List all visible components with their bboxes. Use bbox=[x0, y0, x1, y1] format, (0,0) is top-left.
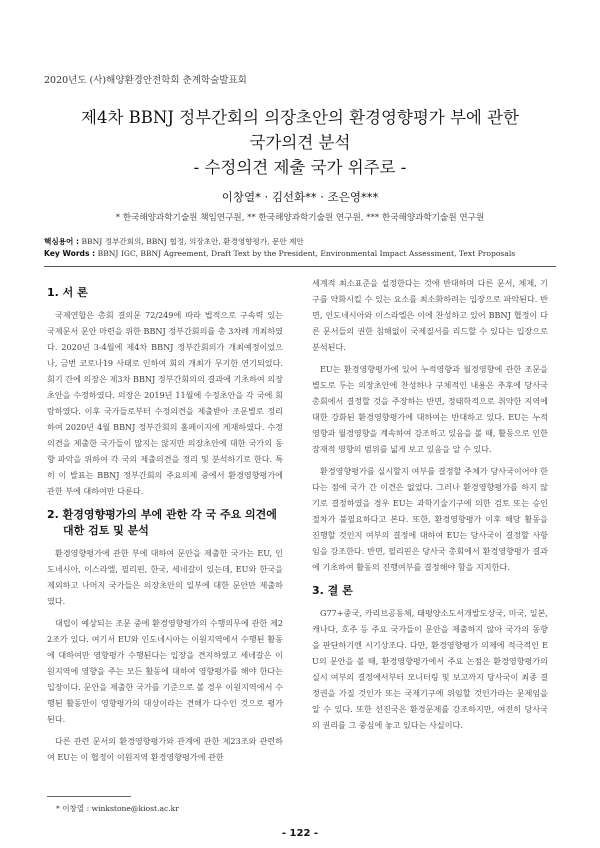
paragraph: 국제연합은 총회 결의문 72/249에 따라 법적으로 구속력 있는 국제문서 문안 마련을 위한 BBNJ 정부간회의를 총 3차례 개최하였다. 2020년 3-4월에 제4차 BBNJ 정부간회의가 개최예정이었으나, 금번 코로나19 사태로 인하여 회의 개최가 무기한 연기되었다. 회기 간에 의장은 제3차 BBNJ 정부간회의의 결과에 기초하여 의장초안을 수정하였다. 의장은 2019년 11월에 수정초안을 각 국에 회람하였다. 이후 국가들로부터 수정의견을 제출받아 조문별로 정리하여 2020년 4월 BBNJ 정부간회의 홈페이지에 게재하였다. 수정의견을 제출한 국가들이 많지는 않지만 의장초안에 대한 국가의 동향 파악을 위하여 각 국의 제출의견을 정리 및 분석하기로 한다. 특히 이 발표는 BBNJ 정부간회의 주요의제 중에서 환경영향평가에 관한 부에 대하여만 다룬다. bbox=[47, 310, 283, 496]
paragraph: EU는 환경영향평가에 있어 누적영향과 월경영향에 관한 조문을 별도로 두는 의장초안에 찬성하나 구체적인 내용은 추후에 당사국 총회에서 결정할 것을 주장하는 반면, 정태학적으로 취약한 지역에 대한 강화된 환경영향평가에 대하여는 반대하고 있다. EU는 누적영향과 월경영향을 계속하여 강조하고 있음을 볼 때, 활동으로 인한 잠재적 영향의 범위를 넓게 보고 있음을 알 수 있다. bbox=[312, 364, 548, 454]
footnote: * 이창열 : winkstone@kiost.ac.kr bbox=[56, 804, 179, 813]
paragraph: 환경영향평가에 관한 부에 대하여 문안을 제출한 국가는 EU, 인도네시아, 이스라엘, 필리핀, 한국, 세네갈이 있는데, EU와 한국을 제외하고 나머지 국가들은 의장초안의 일부에 대한 문안만 제출하였다. bbox=[47, 548, 283, 606]
keywords-korean-text: BBNJ 정부간회의, BBNJ 협정, 의장초안, 환경영향평가, 문안 제안 bbox=[81, 237, 304, 246]
paper-title-line-1: 제4차 BBNJ 정부간회의 의장초안의 환경영향평가 부에 관한 bbox=[81, 108, 519, 127]
affiliations: * 한국해양과학기술원 책임연구원, ** 한국해양과학기술원 연구원, *** 한국해양과학기술원 연구원 bbox=[115, 213, 485, 223]
keywords-korean bbox=[44, 236, 304, 247]
header-divider bbox=[44, 266, 556, 267]
section-heading-review bbox=[47, 507, 283, 539]
paragraph: G77+중국, 카리브공동체, 태평양소도서개발도상국, 미국, 일본, 캐나다, 호주 등 주요 국가들이 문안을 제출하지 않아 국가의 동향을 판단하기엔 시기상조다. 다만, 환경영향평가 의제에 적극적인 EU의 문안을 볼 때, 환경영향평가에서 주요 논점은 환경영향평가의 실시 여부의 결정에서부터 모니터링 및 보고까지 당사국이 최종 결정권을 가질 것인가 또는 국제기구에 위임할 것인가라는 문제임을 알 수 있다. 또한 선진국은 환경문제를 강조하지만, 여전히 당사국의 권리를 그 중심에 놓고 있다는 사실이다. bbox=[312, 608, 548, 730]
footnote-divider bbox=[47, 796, 131, 797]
keywords-korean-label: 핵심용어 : bbox=[44, 237, 80, 246]
author-list: 이창열* · 김선화** · 조은영*** bbox=[221, 190, 379, 204]
page-number: - 122 - bbox=[281, 828, 319, 839]
section-heading-conclusion: 3. 결 론 bbox=[312, 584, 353, 597]
left-column bbox=[47, 285, 283, 771]
paragraph: 세계적 최소표준을 설정한다는 것에 반대하며 다른 문서, 체제, 기구를 약화시킬 수 있는 요소를 최소화하려는 입장으로 파악된다. 반면, 인도네시아와 이스라엘은 이에 찬성하고 있어 BBNJ 협정이 다른 문서들의 권한 침해없이 국제질서를 리드할 수 있다는 입장으로 분석된다. bbox=[312, 278, 548, 352]
paragraph: 다른 관련 문서의 환경영향평가와 관계에 관한 제23조와 관련하여 EU는 이 협정이 이원지역 환경영향평가에 관한 bbox=[47, 736, 283, 762]
keywords-english-text: BBNJ IGC, BBNJ Agreement, Draft Text by the President, Environmental Impact Assessment, Text Proposals bbox=[97, 249, 516, 258]
paper-title-line-2: 국가의견 분석 bbox=[249, 133, 351, 152]
right-column bbox=[312, 275, 548, 739]
paragraph: 대립이 예상되는 조문 중에 환경영향평가의 수행의무에 관한 제22조가 있다. 여기서 EU와 인도네시아는 이원지역에서 수행된 활동에 대하여만 영향평가 수행된다는 입장을 견지하였고 세네갈은 이원지역에 영향을 주는 모든 활동에 대하여 영향평가를 해야 한다는 입장이다. 문안을 제출한 국가를 기준으로 볼 경우 이원지역에서 수행된 활동만이 영향평가의 대상이라는 견해가 다수인 것으로 평가된다. bbox=[47, 618, 283, 724]
keywords-english-label: Key Words : bbox=[44, 249, 96, 258]
paper-subtitle: - 수정의견 제출 국가 위주로 - bbox=[193, 158, 407, 177]
section-heading-review-line-2: 대한 검토 및 분석 bbox=[63, 524, 149, 537]
conference-header: 2020년도 (사)해양환경안전학회 춘계학술발표회 bbox=[44, 75, 247, 86]
keywords-english bbox=[44, 249, 515, 258]
section-heading-introduction: 1. 서 론 bbox=[47, 286, 88, 299]
paragraph: 환경영향평가를 실시할지 여부를 결정할 주체가 당사국이어야 한다는 점에 국가 간 이견은 없었다. 그러나 환경영향평가를 하지 않기로 결정하였을 경우 EU는 과학기술기구에 의한 검토 또는 승인 절차가 불필요하다고 본다. 또한, 환경영향평가 이후 해당 활동을 진행할 것인지 여부의 결정에 대하여 EU는 당사국이 결정할 사항임을 강조한다. 반면, 필리핀은 당사국 총회에서 환경영향평가 결과에 기초하여 활동의 진행여부를 결정해야 함을 지지한다. bbox=[312, 466, 548, 572]
section-heading-review-line-1: 2. 환경영향평가의 부에 관한 각 국 주요 의견에 bbox=[47, 508, 277, 521]
